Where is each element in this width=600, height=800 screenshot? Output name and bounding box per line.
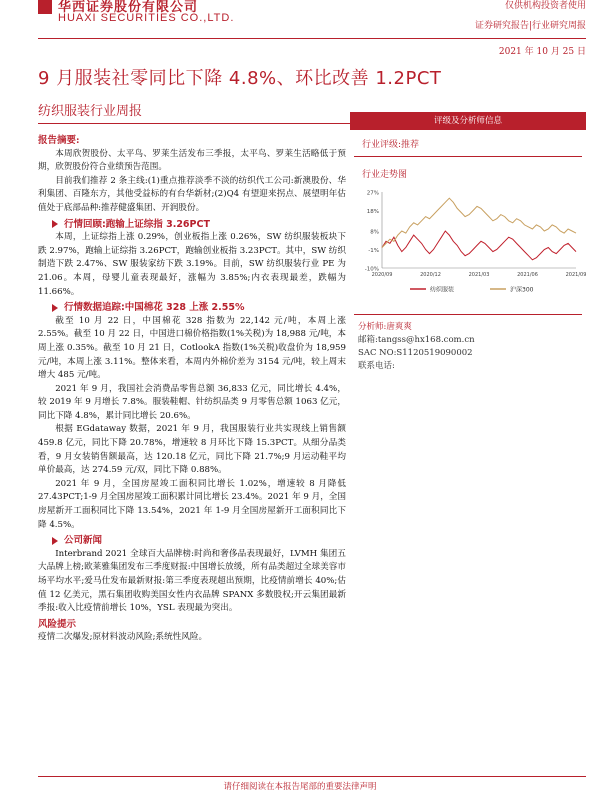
- legend-label-0: 纺织服装: [430, 286, 455, 294]
- audience-note: 仅供机构投资者使用: [504, 1, 586, 11]
- data-paragraph: 截至 10 月 22 日，中国棉花 328 指数为 22,142 元/吨，本周上涨 2.55%。截至 10 月 22 日，中国进口棉价格指数(1%关税)为 18,988 元/吨，本周上涨 0.35%。截至 10 月 21 日，CotlookA 指数(1%关税)收盘价为 18,959 元/吨，本周上涨 3.11%。整体来看，本周内外棉价差为 3154 元/吨，较上周末增大 485 元/吨。: [38, 315, 346, 381]
- analyst-sac: SAC NO:S1120519090002: [358, 348, 473, 358]
- industry-rating: 行业评级:推荐: [362, 140, 420, 150]
- analyst-name: 分析师:唐爽爽: [358, 322, 412, 332]
- trend-chart: [350, 186, 586, 306]
- trend-title: 行业走势图: [362, 170, 408, 180]
- sidebar-divider: [354, 156, 582, 157]
- analyst-info: [350, 321, 586, 373]
- y-tick-label: 8%: [370, 229, 379, 236]
- section-summary-title: 报告摘要:: [38, 135, 80, 146]
- company-logo-icon: [38, 0, 52, 14]
- trend-chart-wrap: [350, 186, 586, 310]
- y-tick-label: 18%: [366, 208, 379, 215]
- bullet-icon: [52, 304, 58, 312]
- bullet-icon: [52, 220, 58, 228]
- data-paragraph: 根据 EGdataway 数据，2021 年 9 月，我国服装行业共实现线上销售额 459.8 亿元，同比下降 20.78%，增速较 8 月环比下降 15.3PCT。从细分品类看，9 月女装销售额最高，达 120.18 亿元，同比下降 21.7%;9 月运动鞋平均单价最高，达 274.59 元/双，同比下降 0.88%。: [38, 424, 346, 476]
- y-tick-label: -10%: [364, 266, 379, 273]
- report-subtitle: 纺织服装行业周报: [38, 104, 143, 119]
- data-paragraph: 2021 年 9 月，全国房屋竣工面积同比增长 1.02%，增速较 8 月降低 27.43PCT;1-9 月全国房屋竣工面积累计同比增长 23.4%。2021 年 9 月，全国房屋新开工面积同比下降 13.54%，2021 年 1-9 月全国房屋新开工面积同比下降 4.5%。: [38, 478, 346, 530]
- x-tick-label: 2021/06: [517, 272, 538, 278]
- footer-rule: [38, 776, 586, 777]
- report-body: [38, 132, 346, 645]
- section-market-review: 行情回顾:跑输上证综指 3.26PCT: [38, 218, 346, 232]
- company-name-cn: 华西证券股份有限公司: [58, 0, 199, 15]
- summary-paragraph: 目前我们推荐 2 条主线:(1)重点推荐淡季不淡的纺织代工公司:新澳股份、华利集团、百隆东方，其他受益标的有台华新材;(2)Q4 有望迎来拐点、展望明年估值处于底部品种:推荐健盛集团、开润股份。: [38, 175, 346, 213]
- report-title: 9 月服装社零同比下降 4.8%、环比改善 1.2PCT: [38, 68, 442, 89]
- data-paragraph: 2021 年 9 月，我国社会消费品零售总额 36,833 亿元，同比增长 4.4%，较 2019 年 9 月增长 7.8%。服装鞋帽、针纺织品类 9 月零售总额 1063 亿元，同比下降 4.8%，累计同比增长 20.6%。: [38, 383, 346, 421]
- bullet-icon: [52, 537, 58, 545]
- market-paragraph: 本周，上证综指上涨 0.29%，创业板指上涨 0.26%，SW 纺织服装板块下跌 2.97%，跑输上证综指 3.26PCT，跑输创业板指 3.23PCT。其中，SW 纺织制造下跌 2.47%、SW 服装家纺下跌 3.19%。目前，SW 纺织服装行业 PE 为 21.06。本周，母婴儿童表现最好，涨幅为 3.85%;内衣表现最差，跌幅为 11.66%。: [38, 232, 346, 297]
- x-tick-label: 2020/09: [371, 272, 393, 278]
- sidebar-divider: [354, 314, 582, 315]
- x-tick-label: 2020/12: [420, 272, 441, 278]
- report-type: 证券研究报告|行业研究周报: [474, 21, 586, 31]
- sidebar: [350, 112, 586, 373]
- x-tick-label: 2021/09: [565, 272, 586, 278]
- y-tick-label: 27%: [366, 190, 379, 197]
- company-name-en: HUAXI SECURITIES CO.,LTD.: [58, 12, 235, 24]
- analyst-phone: 联系电话:: [358, 361, 395, 371]
- section-company-news: 公司新闻: [38, 534, 346, 548]
- report-date: 2021 年 10 月 25 日: [498, 47, 586, 57]
- header-rule: [38, 38, 586, 39]
- series-line-1: [382, 198, 576, 247]
- risk-paragraph: 疫情二次爆发;原材料波动风险;系统性风险。: [38, 632, 208, 643]
- sidebar-header: 评级及分析师信息: [350, 112, 586, 130]
- legend-label-1: 沪深300: [510, 286, 534, 294]
- analyst-email: 邮箱:tangss@hx168.com.cn: [358, 335, 475, 345]
- summary-paragraph: 本周欣贺股份、太平鸟、罗莱生活发布三季报，太平鸟、罗莱生活略低于预期，欣贺股份符合业绩预告范围。: [38, 148, 346, 173]
- series-line-0: [382, 231, 576, 260]
- section-data-tracking: 行情数据追踪:中国棉花 328 上涨 2.55%: [38, 301, 346, 315]
- legal-footer: 请仔细阅读在本报告尾部的重要法律声明: [223, 782, 377, 792]
- section-risk-title: 风险提示: [38, 618, 77, 630]
- news-paragraph: Interbrand 2021 全球百大品牌榜:时尚和奢侈品表现最好，LVMH 集团五大品牌上榜;欧莱雅集团发布三季度财报:中国增长放缓，所有品类超过全球美容市场平均水平;爱马仕发布最新财报:第三季度表现超出预期，比疫情前增长 40%;估值 12 亿美元，黑石集团收购美国女性内衣品牌 SPANX 多数股权;开云集团最新季报:收入比疫情前增长 10%，YSL 表现最为突出。: [38, 548, 346, 614]
- x-tick-label: 2021/03: [468, 272, 490, 278]
- y-tick-label: -1%: [368, 248, 379, 255]
